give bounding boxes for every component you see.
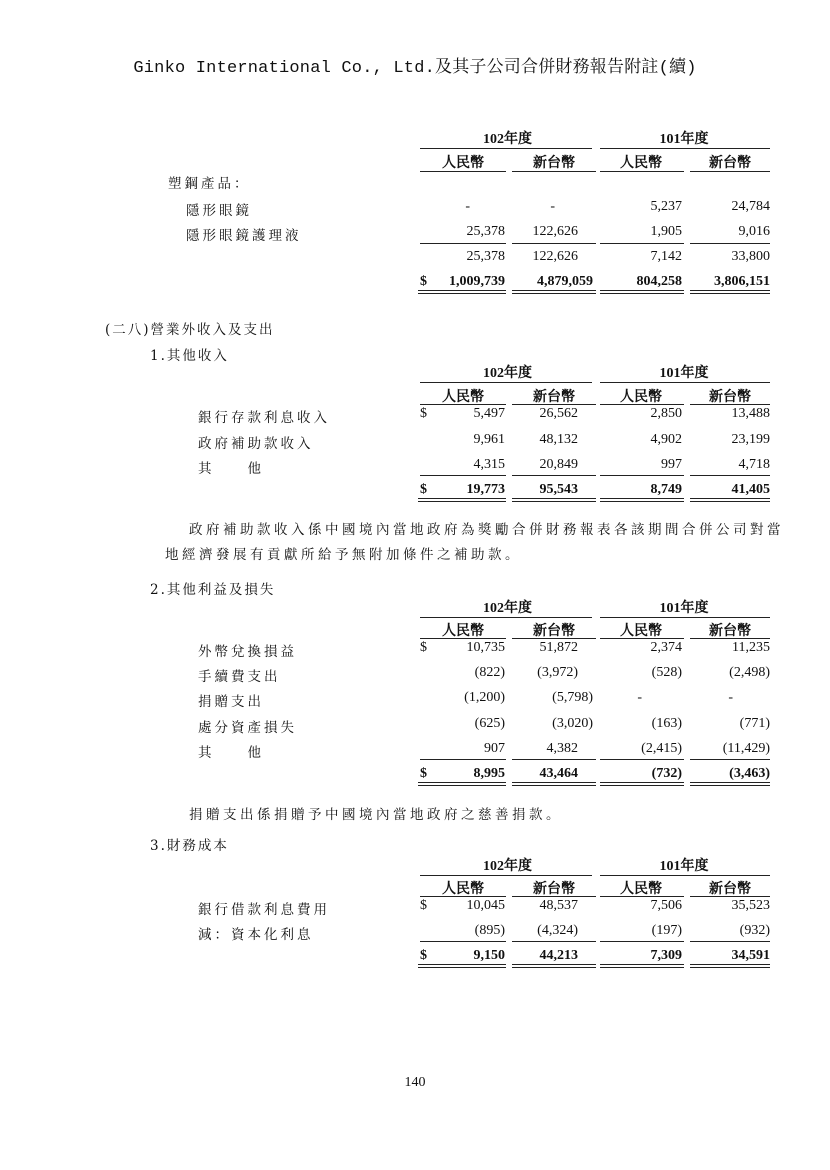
cell: 48,537 <box>539 898 578 913</box>
row-label: 隱形眼鏡 <box>186 203 252 219</box>
row-label: 捐贈支出 <box>198 694 264 710</box>
cell: 5,497 <box>473 406 505 421</box>
row-label: 銀行存款利息收入 <box>198 410 330 426</box>
year-101-header: 101年度 <box>659 132 709 147</box>
total-cell: 8,995 <box>473 766 505 781</box>
total-cell: 8,749 <box>650 482 682 497</box>
row-label: 減：資本化利息 <box>198 927 314 943</box>
currency-rmb: 人民幣 <box>442 156 484 171</box>
cell: 5,237 <box>650 199 682 214</box>
cell: (1,200) <box>464 690 505 705</box>
cell: (2,415) <box>641 741 682 756</box>
cell: 2,850 <box>650 406 682 421</box>
cell: - <box>550 199 555 214</box>
cell: 11,235 <box>732 640 770 655</box>
total-cell: 43,464 <box>539 766 578 781</box>
note-paragraph: 捐贈支出係捐贈予中國境內當地政府之慈善捐款。 <box>189 807 563 823</box>
cell: (625) <box>474 716 505 731</box>
cell: (163) <box>651 716 682 731</box>
total-cell: 34,591 <box>731 948 770 963</box>
year-102-header: 102年度 <box>483 132 532 147</box>
currency-ntd: 新台幣 <box>533 882 575 897</box>
cell: (771) <box>739 716 770 731</box>
cell: (5,798) <box>552 690 593 705</box>
cell: (822) <box>474 665 505 680</box>
year-101-header: 101年度 <box>659 601 709 616</box>
dollar-sign: $ <box>420 898 427 913</box>
currency-rmb: 人民幣 <box>620 624 662 639</box>
cell: 9,016 <box>738 224 770 239</box>
currency-rmb: 人民幣 <box>620 882 662 897</box>
cell: 25,378 <box>466 224 505 239</box>
row-label: 外幣兌換損益 <box>198 644 297 660</box>
cell: 1,905 <box>650 224 682 239</box>
subsection-title: 1.其他收入 <box>150 348 229 364</box>
year-102-header: 102年度 <box>483 859 532 874</box>
cell: 51,872 <box>539 640 578 655</box>
page-header: Ginko International Co., Ltd.及其子公司合併財務報告附註(續) <box>133 59 697 78</box>
currency-rmb: 人民幣 <box>620 390 662 405</box>
total-cell: 1,009,739 <box>449 274 505 289</box>
subtotal-cell: 25,378 <box>466 249 505 264</box>
cell: (932) <box>739 923 770 938</box>
dollar-sign: $ <box>420 766 427 781</box>
row-label: 手續費支出 <box>198 669 281 685</box>
cell: 2,374 <box>650 640 682 655</box>
subsection-title: 2.其他利益及損失 <box>150 582 276 598</box>
row-label: 政府補助款收入 <box>198 436 314 452</box>
currency-ntd: 新台幣 <box>533 624 575 639</box>
row-label: 處分資產損失 <box>198 720 297 736</box>
cell: 907 <box>484 741 505 756</box>
cell: 997 <box>661 457 682 472</box>
currency-ntd: 新台幣 <box>709 390 751 405</box>
cell: 4,902 <box>650 432 682 447</box>
row-label: 其 他 <box>198 461 264 477</box>
cell: - <box>637 690 642 705</box>
cell: 26,562 <box>539 406 578 421</box>
row-label: 其 他 <box>198 745 264 761</box>
cell: (3,972) <box>537 665 578 680</box>
currency-rmb: 人民幣 <box>442 882 484 897</box>
dollar-sign: $ <box>420 482 427 497</box>
cell: (197) <box>651 923 682 938</box>
cell: 10,735 <box>466 640 505 655</box>
currency-rmb: 人民幣 <box>620 156 662 171</box>
cell: - <box>465 199 470 214</box>
row-label: 隱形眼鏡護理液 <box>186 228 302 244</box>
cell: 7,506 <box>650 898 682 913</box>
section-title: (二八)營業外收入及支出 <box>105 322 275 338</box>
currency-rmb: 人民幣 <box>442 624 484 639</box>
cell: 48,132 <box>539 432 578 447</box>
dollar-sign: $ <box>420 274 427 289</box>
note-paragraph: 政府補助款收入係中國境內當地政府為獎勵合併財務報表各該期間合併公司對當地經濟發展有貢獻所給予無附加條件之補助款。 <box>165 522 784 563</box>
cell: (2,498) <box>729 665 770 680</box>
total-cell: 41,405 <box>731 482 770 497</box>
cell: 13,488 <box>731 406 770 421</box>
group-label: 塑鋼產品： <box>168 176 251 192</box>
cell: 10,045 <box>466 898 505 913</box>
currency-ntd: 新台幣 <box>709 624 751 639</box>
cell: 35,523 <box>731 898 770 913</box>
cell: (895) <box>474 923 505 938</box>
total-cell: (732) <box>651 766 682 781</box>
cell: (11,429) <box>722 741 770 756</box>
total-cell: 95,543 <box>539 482 578 497</box>
currency-ntd: 新台幣 <box>533 390 575 405</box>
total-cell: 4,879,059 <box>537 274 593 289</box>
cell: 4,382 <box>546 741 578 756</box>
cell: (4,324) <box>537 923 578 938</box>
total-cell: 7,309 <box>650 948 682 963</box>
cell: (3,020) <box>552 716 593 731</box>
currency-rmb: 人民幣 <box>442 390 484 405</box>
currency-ntd: 新台幣 <box>709 156 751 171</box>
total-cell: 44,213 <box>539 948 578 963</box>
row-label: 銀行借款利息費用 <box>198 902 330 918</box>
cell: 4,315 <box>473 457 505 472</box>
cell: 20,849 <box>539 457 578 472</box>
subtotal-cell: 122,626 <box>532 249 578 264</box>
currency-ntd: 新台幣 <box>533 156 575 171</box>
total-cell: (3,463) <box>729 766 770 781</box>
currency-ntd: 新台幣 <box>709 882 751 897</box>
total-cell: 9,150 <box>473 948 505 963</box>
total-cell: 19,773 <box>466 482 505 497</box>
cell: 24,784 <box>731 199 770 214</box>
year-101-header: 101年度 <box>659 366 709 381</box>
dollar-sign: $ <box>420 640 427 655</box>
year-101-header: 101年度 <box>659 859 709 874</box>
cell: (528) <box>651 665 682 680</box>
cell: 122,626 <box>532 224 578 239</box>
dollar-sign: $ <box>420 406 427 421</box>
cell: 9,961 <box>473 432 505 447</box>
page-number: 140 <box>404 1075 426 1090</box>
year-102-header: 102年度 <box>483 601 532 616</box>
cell: 4,718 <box>738 457 770 472</box>
total-cell: 3,806,151 <box>714 274 770 289</box>
cell: - <box>728 690 733 705</box>
dollar-sign: $ <box>420 948 427 963</box>
subtotal-cell: 33,800 <box>731 249 770 264</box>
year-102-header: 102年度 <box>483 366 532 381</box>
cell: 23,199 <box>731 432 770 447</box>
subtotal-cell: 7,142 <box>650 249 682 264</box>
subsection-title: 3.財務成本 <box>150 838 229 854</box>
total-cell: 804,258 <box>636 274 682 289</box>
